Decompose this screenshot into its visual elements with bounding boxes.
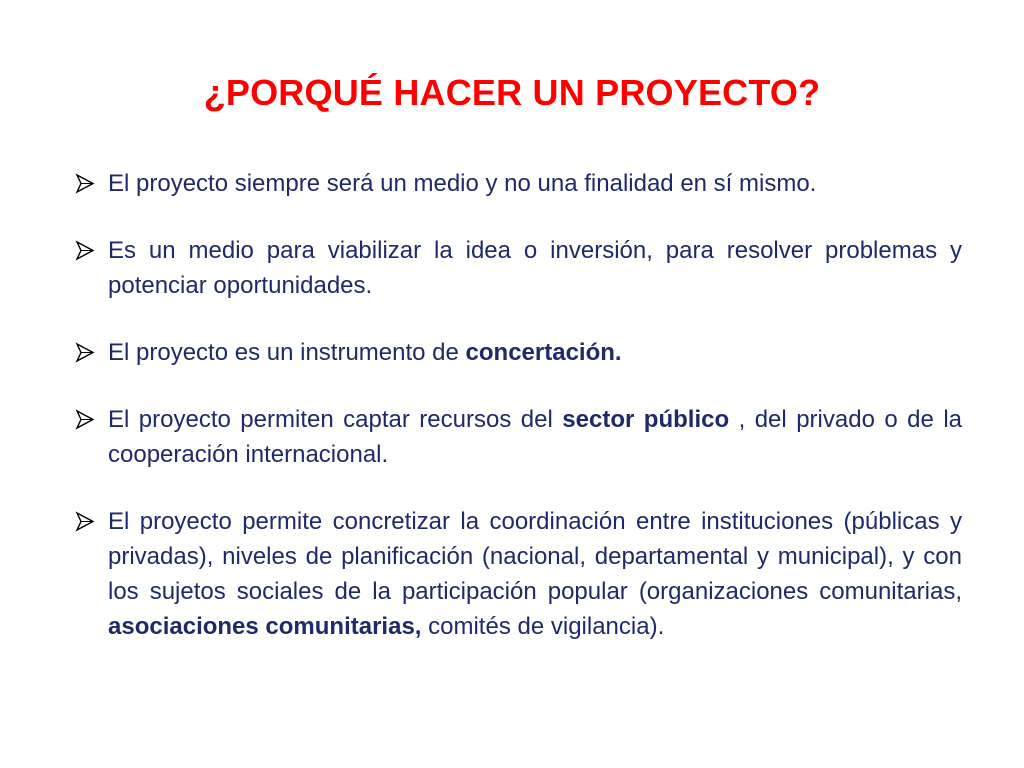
bullet-item bbox=[70, 504, 962, 644]
bullet-text-run: El proyecto es un instrumento de bbox=[108, 339, 466, 366]
bullet-text-run: comités de vigilancia). bbox=[421, 613, 665, 640]
bullet-text bbox=[108, 170, 816, 197]
bullet-text bbox=[108, 237, 962, 299]
arrowhead-icon bbox=[72, 504, 96, 539]
arrowhead-icon bbox=[72, 233, 96, 268]
bullet-list bbox=[70, 166, 962, 644]
bullet-item bbox=[70, 335, 962, 370]
arrowhead-icon bbox=[72, 335, 96, 370]
arrowhead-icon bbox=[72, 166, 96, 201]
bullet-item bbox=[70, 402, 962, 472]
bullet-text-run: El proyecto permite concretizar la coordinación entre instituciones (públicas y privadas), niveles de planificación (nacional, departamental y municipal), y con los sujetos sociales de la participación popular (organizaciones comunitarias, bbox=[108, 508, 962, 605]
bullet-item bbox=[70, 166, 962, 201]
bullet-text-run: , del privado o de la cooperación internacional. bbox=[108, 406, 963, 468]
bullet-text bbox=[108, 406, 962, 468]
arrowhead-icon bbox=[72, 402, 96, 437]
bullet-text bbox=[108, 339, 622, 366]
bullet-text-emphasis: asociaciones comunitarias, bbox=[108, 613, 422, 640]
bullet-text bbox=[108, 508, 962, 640]
bullet-text-run: El proyecto permiten captar recursos del bbox=[108, 406, 563, 433]
bullet-text-run: Es un medio para viabilizar la idea o inversión, para resolver problemas y potenciar oportunidades. bbox=[108, 237, 962, 299]
bullet-text-emphasis: concertación. bbox=[465, 339, 622, 366]
bullet-text-emphasis: sector público bbox=[562, 406, 730, 433]
slide-title: ¿PORQUÉ HACER UN PROYECTO? bbox=[203, 72, 821, 113]
bullet-text-run: El proyecto siempre será un medio y no una finalidad en sí mismo. bbox=[108, 170, 817, 197]
bullet-item bbox=[70, 233, 962, 303]
